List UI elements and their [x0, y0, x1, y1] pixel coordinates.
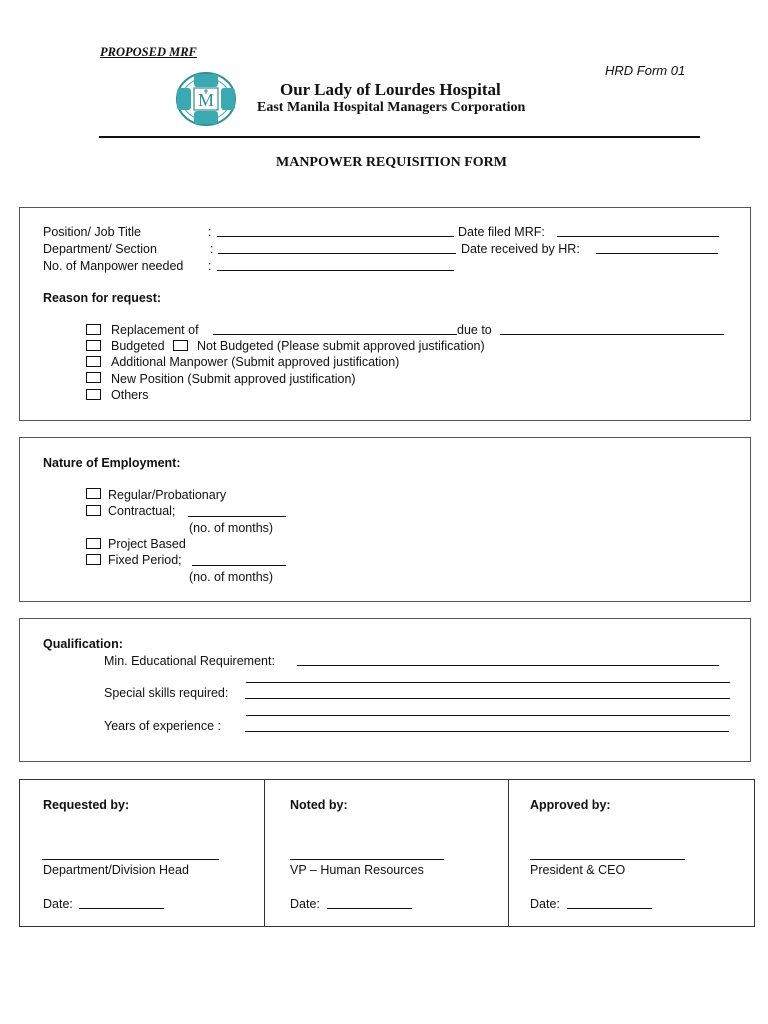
requested-date-label: Date: [43, 897, 73, 911]
education-label: Min. Educational Requirement: [104, 654, 275, 668]
fixed-period-checkbox[interactable] [86, 554, 101, 565]
skills-field-line-2[interactable] [245, 698, 730, 699]
budgeted-label: Budgeted [111, 339, 165, 353]
corporation-name: East Manila Hospital Managers Corporation [257, 100, 526, 115]
requested-date-field[interactable] [79, 908, 164, 909]
position-colon: : [208, 225, 212, 239]
not-budgeted-label: Not Budgeted (Please submit approved justification) [197, 339, 485, 353]
position-label: Position/ Job Title [43, 225, 141, 239]
replacement-checkbox[interactable] [86, 324, 101, 335]
others-label: Others [111, 388, 149, 402]
manpower-colon: : [208, 259, 212, 273]
header-divider [99, 136, 700, 138]
project-based-checkbox[interactable] [86, 538, 101, 549]
signature-divider-2 [508, 779, 509, 926]
fixed-period-months-field[interactable] [192, 565, 286, 566]
skills-field-line-1[interactable] [246, 682, 730, 683]
proposed-mrf-label: PROPOSED MRF [100, 45, 197, 59]
additional-manpower-checkbox[interactable] [86, 356, 101, 367]
budgeted-checkbox[interactable] [86, 340, 101, 351]
manpower-field[interactable] [217, 270, 454, 271]
others-checkbox[interactable] [86, 389, 101, 400]
signature-table [19, 779, 755, 927]
noted-date-field[interactable] [327, 908, 412, 909]
department-field[interactable] [218, 253, 456, 254]
svg-text:M: M [197, 90, 215, 110]
approved-signature-line[interactable] [530, 859, 685, 860]
contractual-checkbox[interactable] [86, 505, 101, 516]
reason-heading: Reason for request: [43, 291, 162, 305]
due-to-label: due to [457, 323, 492, 337]
fixed-period-months-note: (no. of months) [189, 570, 274, 584]
date-received-field[interactable] [596, 253, 718, 254]
approved-date-label: Date: [530, 897, 560, 911]
date-filed-field[interactable] [557, 236, 719, 237]
due-to-field[interactable] [500, 334, 724, 335]
experience-label: Years of experience : [104, 719, 221, 733]
requested-by-title: Department/Division Head [43, 863, 189, 877]
contractual-months-field[interactable] [188, 516, 286, 517]
regular-checkbox[interactable] [86, 488, 101, 499]
form-title: MANPOWER REQUISITION FORM [276, 155, 508, 170]
contractual-months-note: (no. of months) [189, 521, 274, 535]
replacement-field[interactable] [213, 334, 457, 335]
not-budgeted-checkbox[interactable] [173, 340, 188, 351]
experience-field-line-1[interactable] [246, 715, 730, 716]
approved-date-field[interactable] [567, 908, 652, 909]
fixed-period-label: Fixed Period; [108, 553, 182, 567]
signature-divider-1 [264, 779, 265, 926]
education-field[interactable] [297, 665, 719, 666]
date-received-label: Date received by HR: [461, 242, 580, 256]
noted-signature-line[interactable] [290, 859, 444, 860]
skills-label: Special skills required: [104, 686, 229, 700]
noted-by-heading: Noted by: [290, 798, 348, 812]
hospital-logo-icon [174, 70, 238, 128]
approved-by-heading: Approved by: [530, 798, 611, 812]
position-field[interactable] [217, 236, 454, 237]
additional-manpower-label: Additional Manpower (Submit approved justification) [111, 355, 400, 369]
department-colon: : [210, 242, 214, 256]
hospital-name: Our Lady of Lourdes Hospital [280, 80, 501, 99]
manpower-label: No. of Manpower needed [43, 259, 184, 273]
project-based-label: Project Based [108, 537, 186, 551]
date-filed-label: Date filed MRF: [458, 225, 545, 239]
requested-signature-line[interactable] [42, 859, 219, 860]
experience-field-line-2[interactable] [245, 731, 729, 732]
department-label: Department/ Section [43, 242, 157, 256]
form-number: HRD Form 01 [605, 63, 686, 78]
approved-by-title: President & CEO [530, 863, 626, 877]
new-position-checkbox[interactable] [86, 372, 101, 383]
contractual-label: Contractual; [108, 504, 176, 518]
noted-date-label: Date: [290, 897, 320, 911]
employment-heading: Nature of Employment: [43, 456, 181, 470]
requested-by-heading: Requested by: [43, 798, 130, 812]
regular-label: Regular/Probationary [108, 488, 227, 502]
qualification-heading: Qualification: [43, 637, 123, 651]
new-position-label: New Position (Submit approved justification) [111, 372, 356, 386]
noted-by-title: VP – Human Resources [290, 863, 424, 877]
replacement-label: Replacement of [111, 323, 199, 337]
